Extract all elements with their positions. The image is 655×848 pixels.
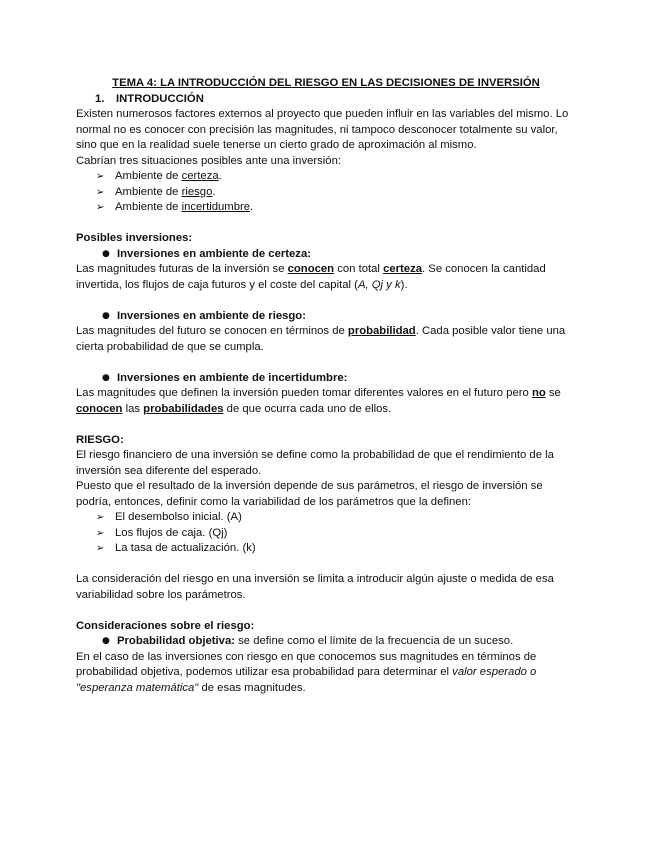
arrow-bullet-icon: ➢ [96, 543, 105, 554]
arrow-bullet-icon: ➢ [96, 527, 105, 539]
bullet-dot-icon: ● [102, 372, 110, 383]
section-number: 1. [95, 92, 105, 105]
posibles-heading: Posibles inversiones: [76, 232, 193, 244]
bullet-dot-icon: ● [102, 310, 110, 321]
document-title: TEMA 4: LA INTRODUCCIÓN DEL RIESGO EN LAS DECISIONES DE INVERSIÓN [112, 77, 540, 89]
consideraciones-paragraph: En el caso de las inversiones con riesgo en que conocemos sus magnitudes en términos de probabilidad objetiva, podemos utilizar esa probabilidad para determinar el valor esperado o "esperanza matemática" de esas magnitudes. [76, 650, 537, 694]
list-item: ➢ La tasa de actualización. (k) [96, 541, 576, 557]
bullet-dot-icon: ● [102, 636, 110, 646]
riesgo-heading: RIESGO: [76, 433, 124, 446]
arrow-bullet-icon: ➢ [96, 512, 105, 523]
incertidumbre-paragraph: Las magnitudes que definen la inversión pueden tomar diferentes valores en el futuro pero no se conocen las probabilidades de que ocurra cada uno de ellos. [76, 387, 561, 415]
bullet-certeza: ● Inversiones en ambiente de certeza: [76, 247, 576, 263]
riesgo-paragraph-3: La consideración del riesgo en una inversión se limita a introducir algún ajuste o medida de esa variabilidad sobre los parámetros. [76, 573, 554, 601]
bullet-dot-icon: ● [102, 248, 110, 259]
bullet-probabilidad-objetiva: ● Probabilidad objetiva: se define como el límite de la frecuencia de un suceso. [76, 634, 576, 650]
section-heading-text: INTRODUCCIÓN [116, 92, 204, 105]
bullet-riesgo: ● Inversiones en ambiente de riesgo: [76, 309, 576, 325]
intro-paragraph-2: Cabrían tres situaciones posibles ante una inversión: [76, 154, 342, 167]
arrow-bullet-icon: ➢ [96, 202, 105, 213]
riesgo-ambiente-paragraph: Las magnitudes del futuro se conocen en términos de probabilidad. Cada posible valor tiene una cierta probabilidad de que se cumpla. [76, 325, 566, 353]
list-item: ➢ Ambiente de incertidumbre. [96, 200, 576, 216]
section-heading-introduccion [76, 92, 576, 108]
riesgo-paragraph-1: El riesgo financiero de una inversión se define como la probabilidad de que el rendimiento de la inversión sea diferente del esperado. [76, 449, 554, 477]
document-page [76, 76, 576, 696]
consideraciones-heading: Consideraciones sobre el riesgo: [76, 619, 255, 632]
list-item: ➢ El desembolso inicial. (A) [96, 510, 576, 526]
parametros-list [76, 510, 576, 557]
arrow-bullet-icon: ➢ [96, 186, 105, 198]
certeza-paragraph: Las magnitudes futuras de la inversión se conocen con total certeza. Se conocen la cantidad invertida, los flujos de caja futuros y el coste del capital (A, Qj y k). [76, 263, 546, 291]
list-item: ➢ Los flujos de caja. (Qj) [96, 526, 576, 542]
bullet-incertidumbre: ● Inversiones en ambiente de incertidumbre: [76, 371, 576, 387]
arrow-bullet-icon: ➢ [96, 171, 105, 182]
ambiente-list [76, 169, 576, 216]
riesgo-paragraph-2: Puesto que el resultado de la inversión depende de sus parámetros, el riesgo de inversión se podría, entonces, definir como la variabilidad de los parámetros que la definen: [76, 480, 543, 508]
list-item: ➢ Ambiente de riesgo. [96, 185, 576, 201]
list-item: ➢ Ambiente de certeza. [96, 169, 576, 185]
intro-paragraph-1: Existen numerosos factores externos al proyecto que pueden influir en las variables del mismo. Lo normal no es conocer con precisión las magnitudes, ni tampoco desconocer totalmente su valor, sino que en la realidad suele tenerse un cierto grado de aproximación al mismo. [76, 108, 569, 151]
